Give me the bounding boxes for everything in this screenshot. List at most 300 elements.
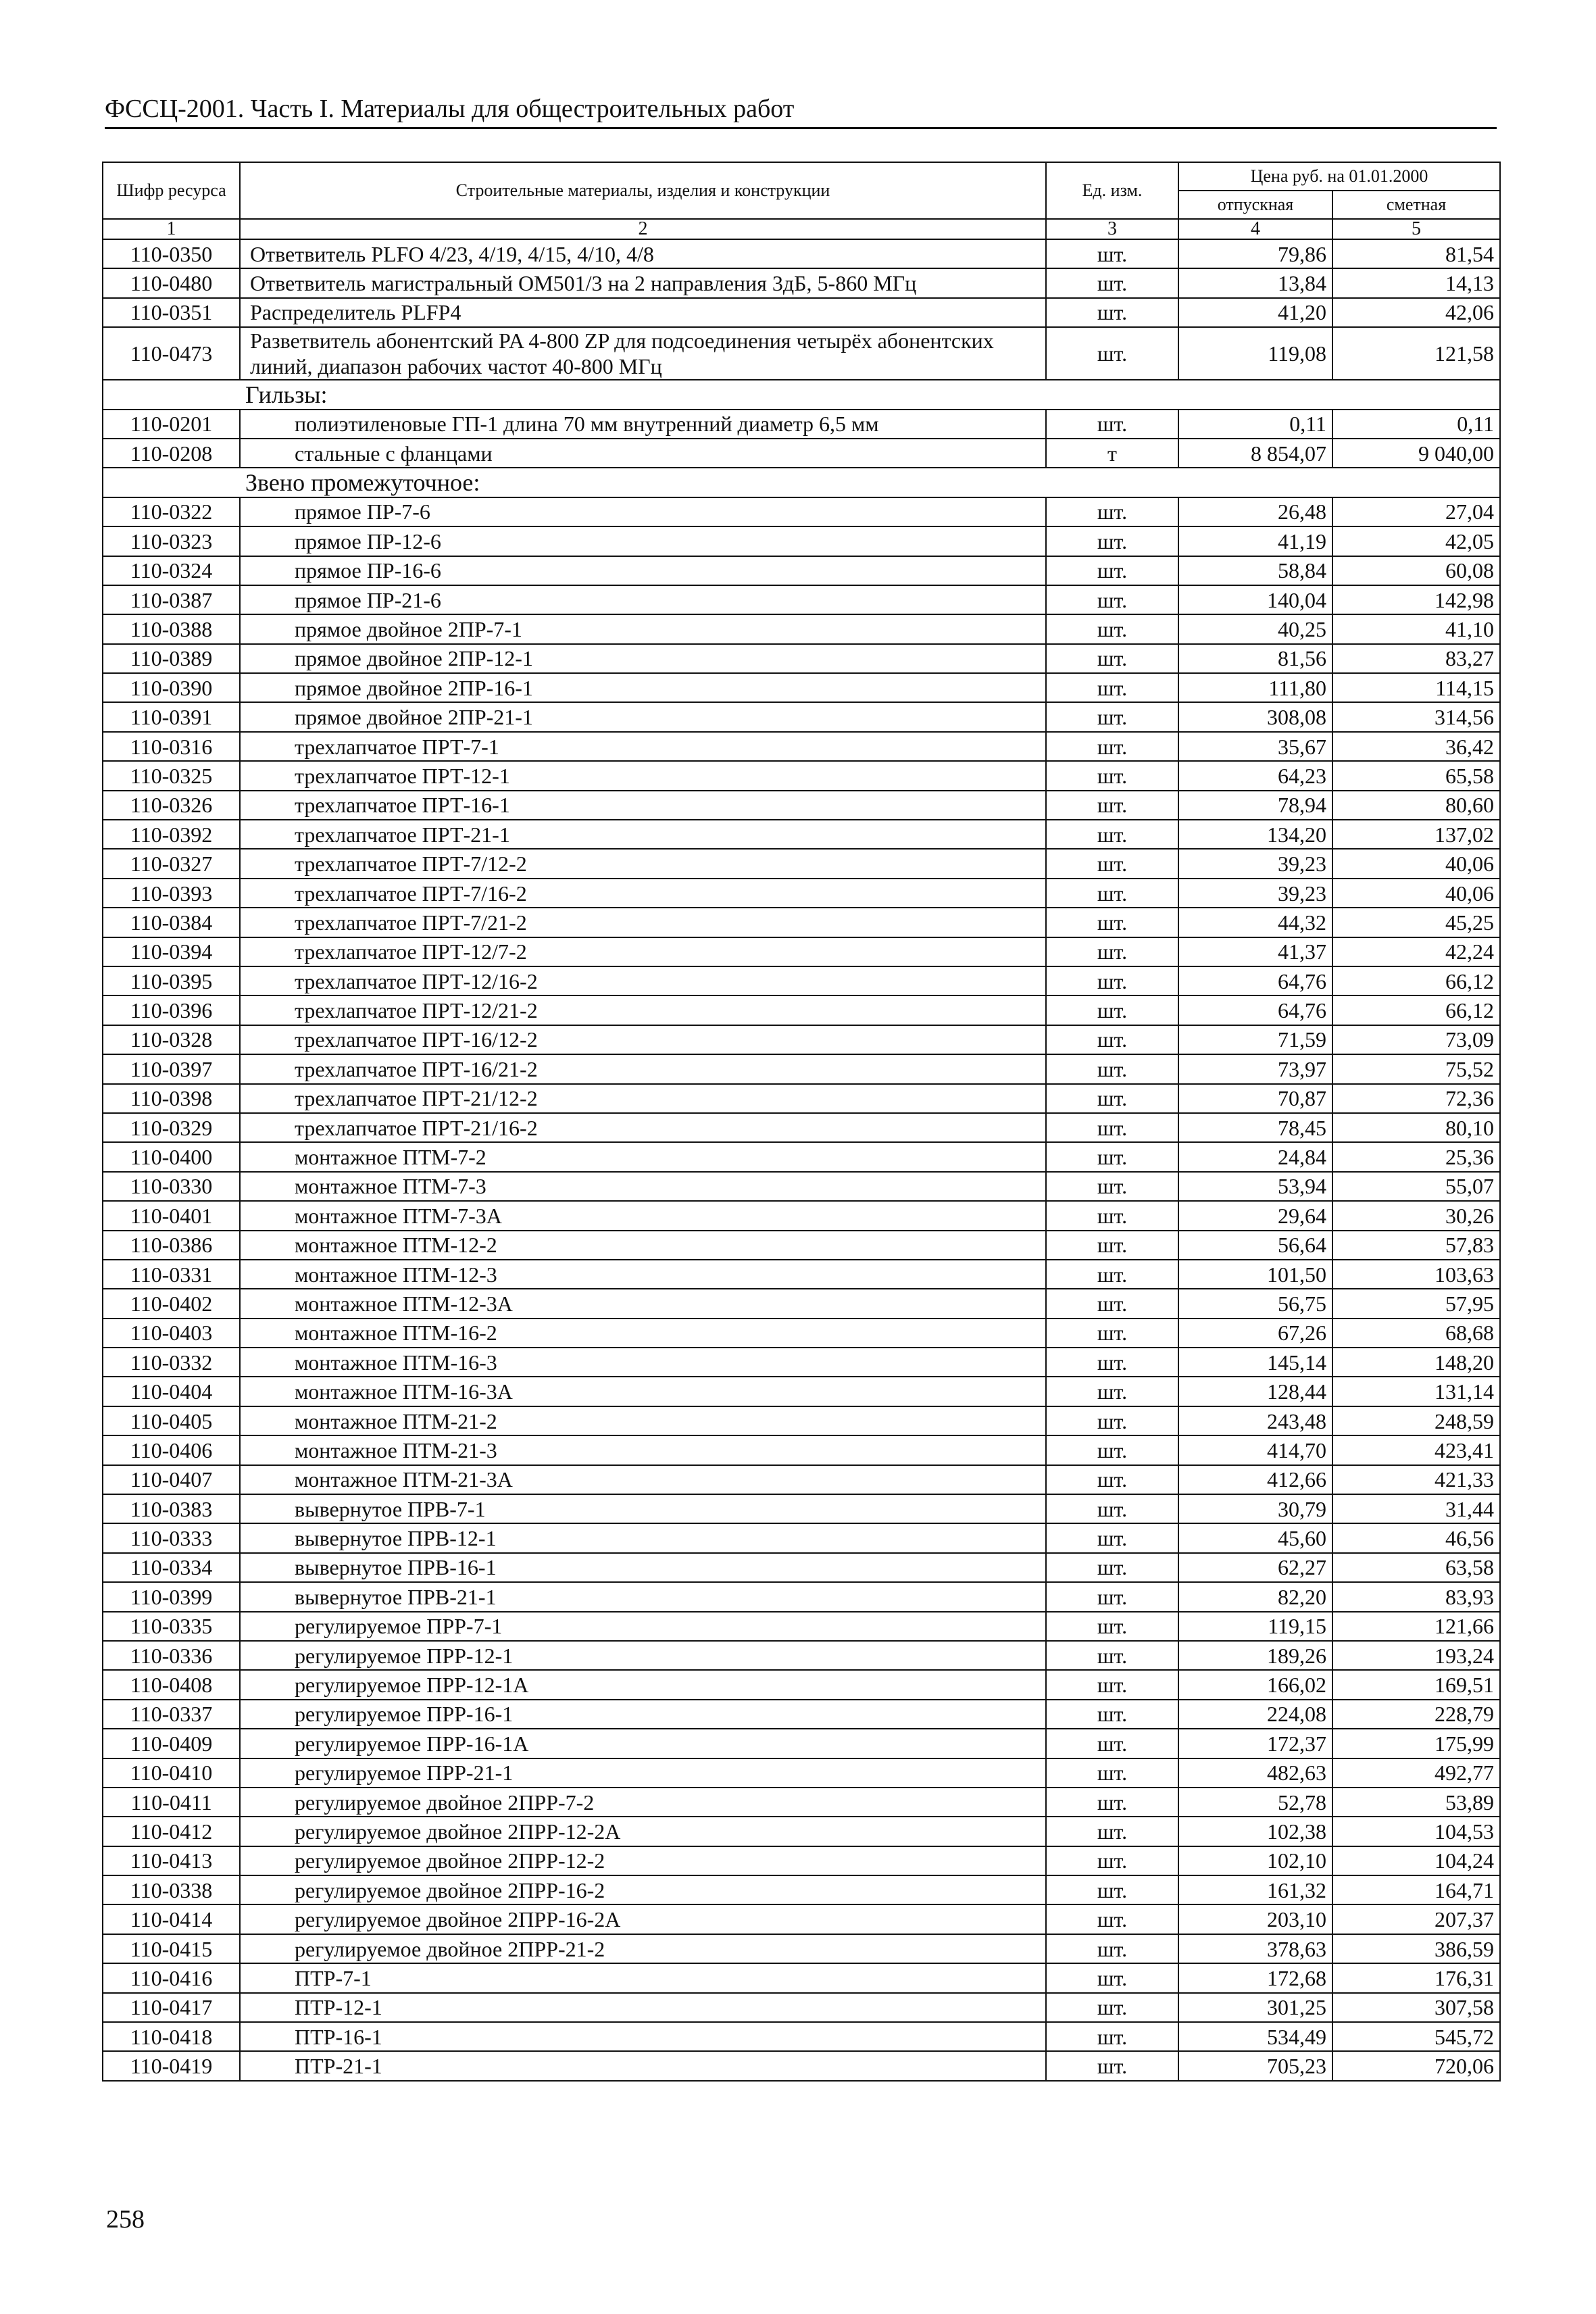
estimate-price: 137,02	[1332, 820, 1500, 849]
resource-code: 110-0419	[103, 2051, 240, 2080]
material-name: регулируемое ПРР-16-1	[240, 1700, 1046, 1729]
material-name: трехлапчатое ПРТ-12/21-2	[240, 995, 1046, 1025]
material-name: регулируемое ПРР-16-1А	[240, 1729, 1046, 1758]
material-name: регулируемое двойное 2ПРР-12-2	[240, 1846, 1046, 1875]
price-table-body	[103, 239, 1500, 2081]
release-price: 13,84	[1178, 268, 1332, 297]
unit-of-measure: шт.	[1046, 1084, 1178, 1113]
table-row	[103, 673, 1500, 702]
release-price: 29,64	[1178, 1201, 1332, 1230]
column-number: 4	[1178, 219, 1332, 239]
table-row	[103, 1641, 1500, 1670]
release-price: 56,75	[1178, 1289, 1332, 1318]
table-row	[103, 556, 1500, 585]
table-row	[103, 1934, 1500, 1963]
release-price: 35,67	[1178, 732, 1332, 761]
column-number: 5	[1332, 219, 1500, 239]
estimate-price: 40,06	[1332, 849, 1500, 878]
resource-code: 110-0389	[103, 644, 240, 673]
page-header-title: ФССЦ-2001. Часть I. Материалы для общестроительных работ	[105, 95, 795, 123]
table-row	[103, 1319, 1500, 1348]
resource-code: 110-0383	[103, 1494, 240, 1523]
material-name: Ответвитель PLFO 4/23, 4/19, 4/15, 4/10, 4/8	[240, 239, 1046, 268]
unit-of-measure: шт.	[1046, 1582, 1178, 1611]
resource-code: 110-0337	[103, 1700, 240, 1729]
header-code: Шифр ресурса	[103, 162, 240, 219]
table-row	[103, 614, 1500, 643]
table-row	[103, 1260, 1500, 1289]
resource-code: 110-0413	[103, 1846, 240, 1875]
unit-of-measure: шт.	[1046, 702, 1178, 731]
release-price: 56,64	[1178, 1231, 1332, 1260]
release-price: 81,56	[1178, 644, 1332, 673]
resource-code: 110-0418	[103, 2022, 240, 2051]
resource-code: 110-0323	[103, 526, 240, 556]
group-title: Звено промежуточное:	[103, 468, 1500, 497]
material-name: ПТР-16-1	[240, 2022, 1046, 2051]
table-row	[103, 1612, 1500, 1641]
release-price: 172,68	[1178, 1963, 1332, 1992]
material-name: монтажное ПТМ-16-3А	[240, 1377, 1046, 1406]
table-row	[103, 1758, 1500, 1788]
release-price: 41,19	[1178, 526, 1332, 556]
material-name: монтажное ПТМ-12-3А	[240, 1289, 1046, 1318]
estimate-price: 121,58	[1332, 327, 1500, 380]
material-name: регулируемое ПРР-12-1А	[240, 1670, 1046, 1699]
page-header	[105, 91, 1497, 129]
resource-code: 110-0409	[103, 1729, 240, 1758]
estimate-price: 42,24	[1332, 937, 1500, 966]
material-name: трехлапчатое ПРТ-12-1	[240, 761, 1046, 790]
column-number: 2	[240, 219, 1046, 239]
estimate-price: 27,04	[1332, 497, 1500, 526]
resource-code: 110-0392	[103, 820, 240, 849]
estimate-price: 176,31	[1332, 1963, 1500, 1992]
resource-code: 110-0394	[103, 937, 240, 966]
unit-of-measure: шт.	[1046, 556, 1178, 585]
estimate-price: 142,98	[1332, 585, 1500, 614]
unit-of-measure: шт.	[1046, 1465, 1178, 1494]
material-name: монтажное ПТМ-16-2	[240, 1319, 1046, 1348]
table-row	[103, 1172, 1500, 1201]
unit-of-measure: шт.	[1046, 2051, 1178, 2080]
resource-code: 110-0208	[103, 439, 240, 468]
estimate-price: 0,11	[1332, 410, 1500, 439]
header-price-release: отпускная	[1178, 191, 1332, 219]
table-row	[103, 1523, 1500, 1552]
release-price: 140,04	[1178, 585, 1332, 614]
resource-code: 110-0407	[103, 1465, 240, 1494]
resource-code: 110-0397	[103, 1054, 240, 1083]
release-price: 24,84	[1178, 1142, 1332, 1171]
material-name: трехлапчатое ПРТ-7/16-2	[240, 879, 1046, 908]
unit-of-measure: шт.	[1046, 966, 1178, 995]
material-name: прямое двойное 2ПР-7-1	[240, 614, 1046, 643]
table-row	[103, 1963, 1500, 1992]
resource-code: 110-0334	[103, 1553, 240, 1582]
release-price: 67,26	[1178, 1319, 1332, 1348]
release-price: 64,23	[1178, 761, 1332, 790]
table-row	[103, 585, 1500, 614]
material-name: вывернутое ПРВ-21-1	[240, 1582, 1046, 1611]
release-price: 378,63	[1178, 1934, 1332, 1963]
header-unit: Ед. изм.	[1046, 162, 1178, 219]
material-name: трехлапчатое ПРТ-21/12-2	[240, 1084, 1046, 1113]
material-name: монтажное ПТМ-12-3	[240, 1260, 1046, 1289]
unit-of-measure: шт.	[1046, 1377, 1178, 1406]
unit-of-measure: шт.	[1046, 732, 1178, 761]
estimate-price: 60,08	[1332, 556, 1500, 585]
material-name: стальные с фланцами	[240, 439, 1046, 468]
resource-code: 110-0416	[103, 1963, 240, 1992]
release-price: 73,97	[1178, 1054, 1332, 1083]
page-number: 258	[106, 2205, 145, 2234]
material-name: ПТР-21-1	[240, 2051, 1046, 2080]
unit-of-measure: шт.	[1046, 1700, 1178, 1729]
resource-code: 110-0201	[103, 410, 240, 439]
estimate-price: 207,37	[1332, 1904, 1500, 1934]
unit-of-measure: шт.	[1046, 1172, 1178, 1201]
release-price: 482,63	[1178, 1758, 1332, 1788]
table-row	[103, 1875, 1500, 1904]
resource-code: 110-0411	[103, 1788, 240, 1817]
release-price: 8 854,07	[1178, 439, 1332, 468]
estimate-price: 57,83	[1332, 1231, 1500, 1260]
estimate-price: 66,12	[1332, 966, 1500, 995]
release-price: 224,08	[1178, 1700, 1332, 1729]
estimate-price: 68,68	[1332, 1319, 1500, 1348]
estimate-price: 65,58	[1332, 761, 1500, 790]
release-price: 40,25	[1178, 614, 1332, 643]
unit-of-measure: шт.	[1046, 1904, 1178, 1934]
resource-code: 110-0331	[103, 1260, 240, 1289]
estimate-price: 121,66	[1332, 1612, 1500, 1641]
table-row	[103, 410, 1500, 439]
release-price: 119,15	[1178, 1612, 1332, 1641]
material-name: Распределитель PLFP4	[240, 298, 1046, 327]
release-price: 78,94	[1178, 791, 1332, 820]
estimate-price: 42,05	[1332, 526, 1500, 556]
estimate-price: 81,54	[1332, 239, 1500, 268]
table-row	[103, 995, 1500, 1025]
release-price: 30,79	[1178, 1494, 1332, 1523]
table-row	[103, 327, 1500, 380]
unit-of-measure: шт.	[1046, 1260, 1178, 1289]
material-name: регулируемое двойное 2ПРР-16-2А	[240, 1904, 1046, 1934]
unit-of-measure: шт.	[1046, 1523, 1178, 1552]
estimate-price: 14,13	[1332, 268, 1500, 297]
material-name: прямое двойное 2ПР-21-1	[240, 702, 1046, 731]
unit-of-measure: шт.	[1046, 937, 1178, 966]
release-price: 64,76	[1178, 966, 1332, 995]
material-name: прямое ПР-12-6	[240, 526, 1046, 556]
estimate-price: 9 040,00	[1332, 439, 1500, 468]
estimate-price: 72,36	[1332, 1084, 1500, 1113]
header-price-estimate: сметная	[1332, 191, 1500, 219]
resource-code: 110-0329	[103, 1113, 240, 1142]
resource-code: 110-0404	[103, 1377, 240, 1406]
release-price: 44,32	[1178, 908, 1332, 937]
table-row	[103, 1700, 1500, 1729]
unit-of-measure: шт.	[1046, 1201, 1178, 1230]
resource-code: 110-0405	[103, 1406, 240, 1435]
release-price: 102,38	[1178, 1817, 1332, 1846]
release-price: 64,76	[1178, 995, 1332, 1025]
estimate-price: 83,93	[1332, 1582, 1500, 1611]
unit-of-measure: шт.	[1046, 1934, 1178, 1963]
material-name: монтажное ПТМ-12-2	[240, 1231, 1046, 1260]
resource-code: 110-0412	[103, 1817, 240, 1846]
estimate-price: 45,25	[1332, 908, 1500, 937]
material-name: полиэтиленовые ГП-1 длина 70 мм внутренний диаметр 6,5 мм	[240, 410, 1046, 439]
estimate-price: 83,27	[1332, 644, 1500, 673]
estimate-price: 55,07	[1332, 1172, 1500, 1201]
estimate-price: 75,52	[1332, 1054, 1500, 1083]
release-price: 172,37	[1178, 1729, 1332, 1758]
estimate-price: 386,59	[1332, 1934, 1500, 1963]
material-name: ПТР-12-1	[240, 1993, 1046, 2022]
release-price: 53,94	[1178, 1172, 1332, 1201]
release-price: 71,59	[1178, 1025, 1332, 1054]
material-name: монтажное ПТМ-21-2	[240, 1406, 1046, 1435]
group-row	[103, 380, 1500, 409]
resource-code: 110-0408	[103, 1670, 240, 1699]
release-price: 134,20	[1178, 820, 1332, 849]
resource-code: 110-0400	[103, 1142, 240, 1171]
price-table	[102, 162, 1501, 2082]
material-name: трехлапчатое ПРТ-16/21-2	[240, 1054, 1046, 1083]
estimate-price: 31,44	[1332, 1494, 1500, 1523]
estimate-price: 307,58	[1332, 1993, 1500, 2022]
table-row	[103, 1025, 1500, 1054]
estimate-price: 421,33	[1332, 1465, 1500, 1494]
unit-of-measure: шт.	[1046, 239, 1178, 268]
unit-of-measure: шт.	[1046, 1553, 1178, 1582]
material-name: вывернутое ПРВ-7-1	[240, 1494, 1046, 1523]
unit-of-measure: шт.	[1046, 1319, 1178, 1348]
table-row	[103, 820, 1500, 849]
unit-of-measure: шт.	[1046, 497, 1178, 526]
release-price: 62,27	[1178, 1553, 1332, 1582]
price-table-head	[103, 162, 1500, 239]
material-name: прямое ПР-21-6	[240, 585, 1046, 614]
estimate-price: 25,36	[1332, 1142, 1500, 1171]
unit-of-measure: шт.	[1046, 410, 1178, 439]
release-price: 45,60	[1178, 1523, 1332, 1552]
resource-code: 110-0480	[103, 268, 240, 297]
table-row	[103, 908, 1500, 937]
table-row	[103, 1993, 1500, 2022]
table-row	[103, 497, 1500, 526]
release-price: 145,14	[1178, 1348, 1332, 1377]
release-price: 70,87	[1178, 1084, 1332, 1113]
estimate-price: 545,72	[1332, 2022, 1500, 2051]
table-row	[103, 1289, 1500, 1318]
column-number: 1	[103, 219, 240, 239]
estimate-price: 103,63	[1332, 1260, 1500, 1289]
table-row	[103, 1348, 1500, 1377]
table-row	[103, 879, 1500, 908]
table-row	[103, 2051, 1500, 2080]
resource-code: 110-0395	[103, 966, 240, 995]
unit-of-measure: шт.	[1046, 1054, 1178, 1083]
unit-of-measure: шт.	[1046, 1993, 1178, 2022]
unit-of-measure: шт.	[1046, 1758, 1178, 1788]
table-row	[103, 1670, 1500, 1699]
resource-code: 110-0386	[103, 1231, 240, 1260]
table-row	[103, 937, 1500, 966]
resource-code: 110-0410	[103, 1758, 240, 1788]
release-price: 101,50	[1178, 1260, 1332, 1289]
table-row	[103, 1142, 1500, 1171]
resource-code: 110-0338	[103, 1875, 240, 1904]
material-name: регулируемое двойное 2ПРР-7-2	[240, 1788, 1046, 1817]
table-row	[103, 1113, 1500, 1142]
release-price: 414,70	[1178, 1435, 1332, 1464]
table-row	[103, 1377, 1500, 1406]
material-name: Разветвитель абонентский PA 4-800 ZP для подсоединения четырёх абонентских линий, диапазон рабочих частот 40-800 МГц	[240, 327, 1046, 380]
resource-code: 110-0325	[103, 761, 240, 790]
group-row	[103, 468, 1500, 497]
release-price: 166,02	[1178, 1670, 1332, 1699]
table-row	[103, 1406, 1500, 1435]
release-price: 203,10	[1178, 1904, 1332, 1934]
material-name: прямое ПР-7-6	[240, 497, 1046, 526]
resource-code: 110-0390	[103, 673, 240, 702]
estimate-price: 41,10	[1332, 614, 1500, 643]
release-price: 102,10	[1178, 1846, 1332, 1875]
unit-of-measure: шт.	[1046, 673, 1178, 702]
release-price: 79,86	[1178, 239, 1332, 268]
estimate-price: 114,15	[1332, 673, 1500, 702]
unit-of-measure: шт.	[1046, 820, 1178, 849]
table-row	[103, 1465, 1500, 1494]
unit-of-measure: шт.	[1046, 1788, 1178, 1817]
unit-of-measure: шт.	[1046, 1963, 1178, 1992]
table-row	[103, 1494, 1500, 1523]
material-name: трехлапчатое ПРТ-7/12-2	[240, 849, 1046, 878]
release-price: 78,45	[1178, 1113, 1332, 1142]
material-name: прямое двойное 2ПР-12-1	[240, 644, 1046, 673]
estimate-price: 228,79	[1332, 1700, 1500, 1729]
material-name: Ответвитель магистральный OM501/3 на 2 направления 3дБ, 5-860 МГц	[240, 268, 1046, 297]
estimate-price: 492,77	[1332, 1758, 1500, 1788]
unit-of-measure: шт.	[1046, 1670, 1178, 1699]
resource-code: 110-0393	[103, 879, 240, 908]
resource-code: 110-0415	[103, 1934, 240, 1963]
material-name: прямое ПР-16-6	[240, 556, 1046, 585]
unit-of-measure: шт.	[1046, 1494, 1178, 1523]
resource-code: 110-0332	[103, 1348, 240, 1377]
estimate-price: 42,06	[1332, 298, 1500, 327]
release-price: 412,66	[1178, 1465, 1332, 1494]
resource-code: 110-0387	[103, 585, 240, 614]
resource-code: 110-0396	[103, 995, 240, 1025]
estimate-price: 57,95	[1332, 1289, 1500, 1318]
release-price: 243,48	[1178, 1406, 1332, 1435]
release-price: 26,48	[1178, 497, 1332, 526]
release-price: 119,08	[1178, 327, 1332, 380]
estimate-price: 80,10	[1332, 1113, 1500, 1142]
release-price: 41,20	[1178, 298, 1332, 327]
unit-of-measure: шт.	[1046, 644, 1178, 673]
material-name: регулируемое ПРР-12-1	[240, 1641, 1046, 1670]
table-row	[103, 439, 1500, 468]
resource-code: 110-0402	[103, 1289, 240, 1318]
material-name: трехлапчатое ПРТ-12/16-2	[240, 966, 1046, 995]
estimate-price: 66,12	[1332, 995, 1500, 1025]
table-row	[103, 791, 1500, 820]
resource-code: 110-0327	[103, 849, 240, 878]
resource-code: 110-0330	[103, 1172, 240, 1201]
unit-of-measure: шт.	[1046, 1289, 1178, 1318]
table-row	[103, 2022, 1500, 2051]
table-row	[103, 1729, 1500, 1758]
release-price: 534,49	[1178, 2022, 1332, 2051]
material-name: трехлапчатое ПРТ-21/16-2	[240, 1113, 1046, 1142]
table-row	[103, 1201, 1500, 1230]
release-price: 82,20	[1178, 1582, 1332, 1611]
unit-of-measure: шт.	[1046, 1641, 1178, 1670]
estimate-price: 148,20	[1332, 1348, 1500, 1377]
table-row	[103, 239, 1500, 268]
material-name: трехлапчатое ПРТ-7/21-2	[240, 908, 1046, 937]
table-row	[103, 644, 1500, 673]
unit-of-measure: шт.	[1046, 1729, 1178, 1758]
estimate-price: 36,42	[1332, 732, 1500, 761]
unit-of-measure: шт.	[1046, 268, 1178, 297]
unit-of-measure: шт.	[1046, 1817, 1178, 1846]
estimate-price: 193,24	[1332, 1641, 1500, 1670]
unit-of-measure: шт.	[1046, 1875, 1178, 1904]
estimate-price: 104,24	[1332, 1846, 1500, 1875]
table-row	[103, 1553, 1500, 1582]
table-row	[103, 702, 1500, 731]
resource-code: 110-0326	[103, 791, 240, 820]
material-name: вывернутое ПРВ-16-1	[240, 1553, 1046, 1582]
material-name: регулируемое ПРР-7-1	[240, 1612, 1046, 1641]
material-name: регулируемое двойное 2ПРР-21-2	[240, 1934, 1046, 1963]
header-name: Строительные материалы, изделия и конструкции	[240, 162, 1046, 219]
table-row	[103, 732, 1500, 761]
resource-code: 110-0328	[103, 1025, 240, 1054]
resource-code: 110-0336	[103, 1641, 240, 1670]
unit-of-measure: шт.	[1046, 614, 1178, 643]
table-row	[103, 1435, 1500, 1464]
unit-of-measure: шт.	[1046, 1113, 1178, 1142]
unit-of-measure: шт.	[1046, 1846, 1178, 1875]
unit-of-measure: шт.	[1046, 1348, 1178, 1377]
material-name: регулируемое двойное 2ПРР-12-2А	[240, 1817, 1046, 1846]
resource-code: 110-0398	[103, 1084, 240, 1113]
estimate-price: 169,51	[1332, 1670, 1500, 1699]
table-row	[103, 761, 1500, 790]
material-name: регулируемое двойное 2ПРР-16-2	[240, 1875, 1046, 1904]
resource-code: 110-0316	[103, 732, 240, 761]
material-name: трехлапчатое ПРТ-7-1	[240, 732, 1046, 761]
unit-of-measure: шт.	[1046, 761, 1178, 790]
unit-of-measure: шт.	[1046, 995, 1178, 1025]
table-row	[103, 268, 1500, 297]
release-price: 705,23	[1178, 2051, 1332, 2080]
estimate-price: 104,53	[1332, 1817, 1500, 1846]
table-row	[103, 1788, 1500, 1817]
release-price: 128,44	[1178, 1377, 1332, 1406]
material-name: регулируемое ПРР-21-1	[240, 1758, 1046, 1788]
unit-of-measure: т	[1046, 439, 1178, 468]
release-price: 189,26	[1178, 1641, 1332, 1670]
material-name: монтажное ПТМ-7-3А	[240, 1201, 1046, 1230]
